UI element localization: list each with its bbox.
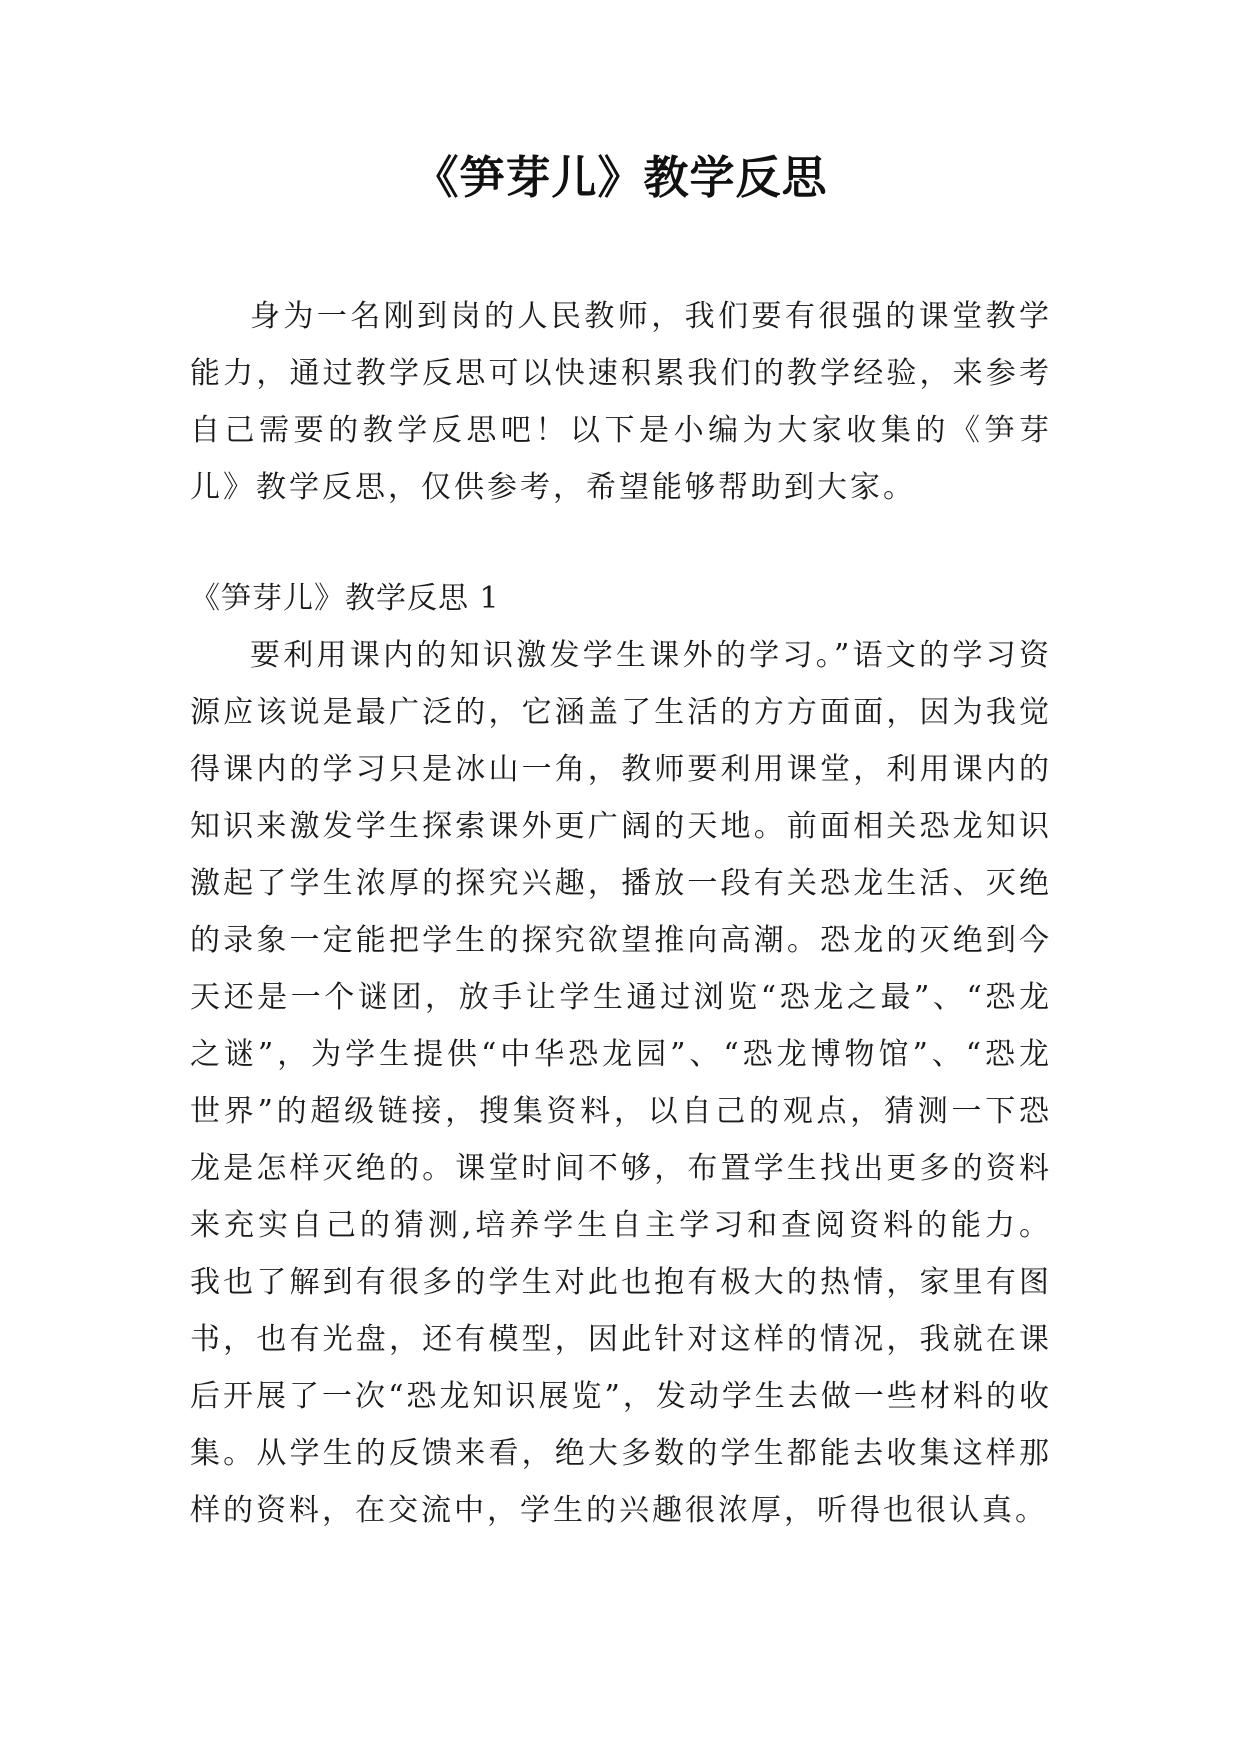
document-title: 《笋芽儿》教学反思 (413, 151, 828, 204)
document-body (190, 288, 1052, 1539)
intro-paragraph: 身为一名刚到岗的人民教师，我们要有很强的课堂教学能力，通过教学反思可以快速积累我们的教学经验，来参考自己需要的教学反思吧！以下是小编为大家收集的《笋芽儿》教学反思，仅供参考，希望能够帮助到大家。 (190, 299, 1052, 505)
section-heading: 《笋芽儿》教学反思 1 (190, 581, 500, 616)
section-paragraph: 要利用课内的知识激发学生课外的学习。”语文的学习资源应该说是最广泛的，它涵盖了生活的方方面面，因为我觉得课内的学习只是冰山一角，教师要利用课堂，利用课内的知识来激发学生探索课外更广阔的天地。前面相关恐龙知识激起了学生浓厚的探究兴趣，播放一段有关恐龙生活、灭绝的录象一定能把学生的探究欲望推向高潮。恐龙的灭绝到今天还是一个谜团，放手让学生通过浏览“恐龙之最”、“恐龙之谜”，为学生提供“中华恐龙园”、“恐龙博物馆”、“恐龙世界”的超级链接，搜集资料，以自己的观点，猜测一下恐龙是怎样灭绝的。课堂时间不够，布置学生找出更多的资料来充实自己的猜测,培养学生自主学习和查阅资料的能力。我也了解到有很多的学生对此也抱有极大的热情，家里有图书，也有光盘，还有模型，因此针对这样的情况，我就在课后开展了一次“恐龙知识展览”，发动学生去做一些材料的收集。从学生的反馈来看，绝大多数的学生都能去收集这样那样的资料，在交流中，学生的兴趣很浓厚，听得也很认真。 (190, 638, 1052, 1528)
